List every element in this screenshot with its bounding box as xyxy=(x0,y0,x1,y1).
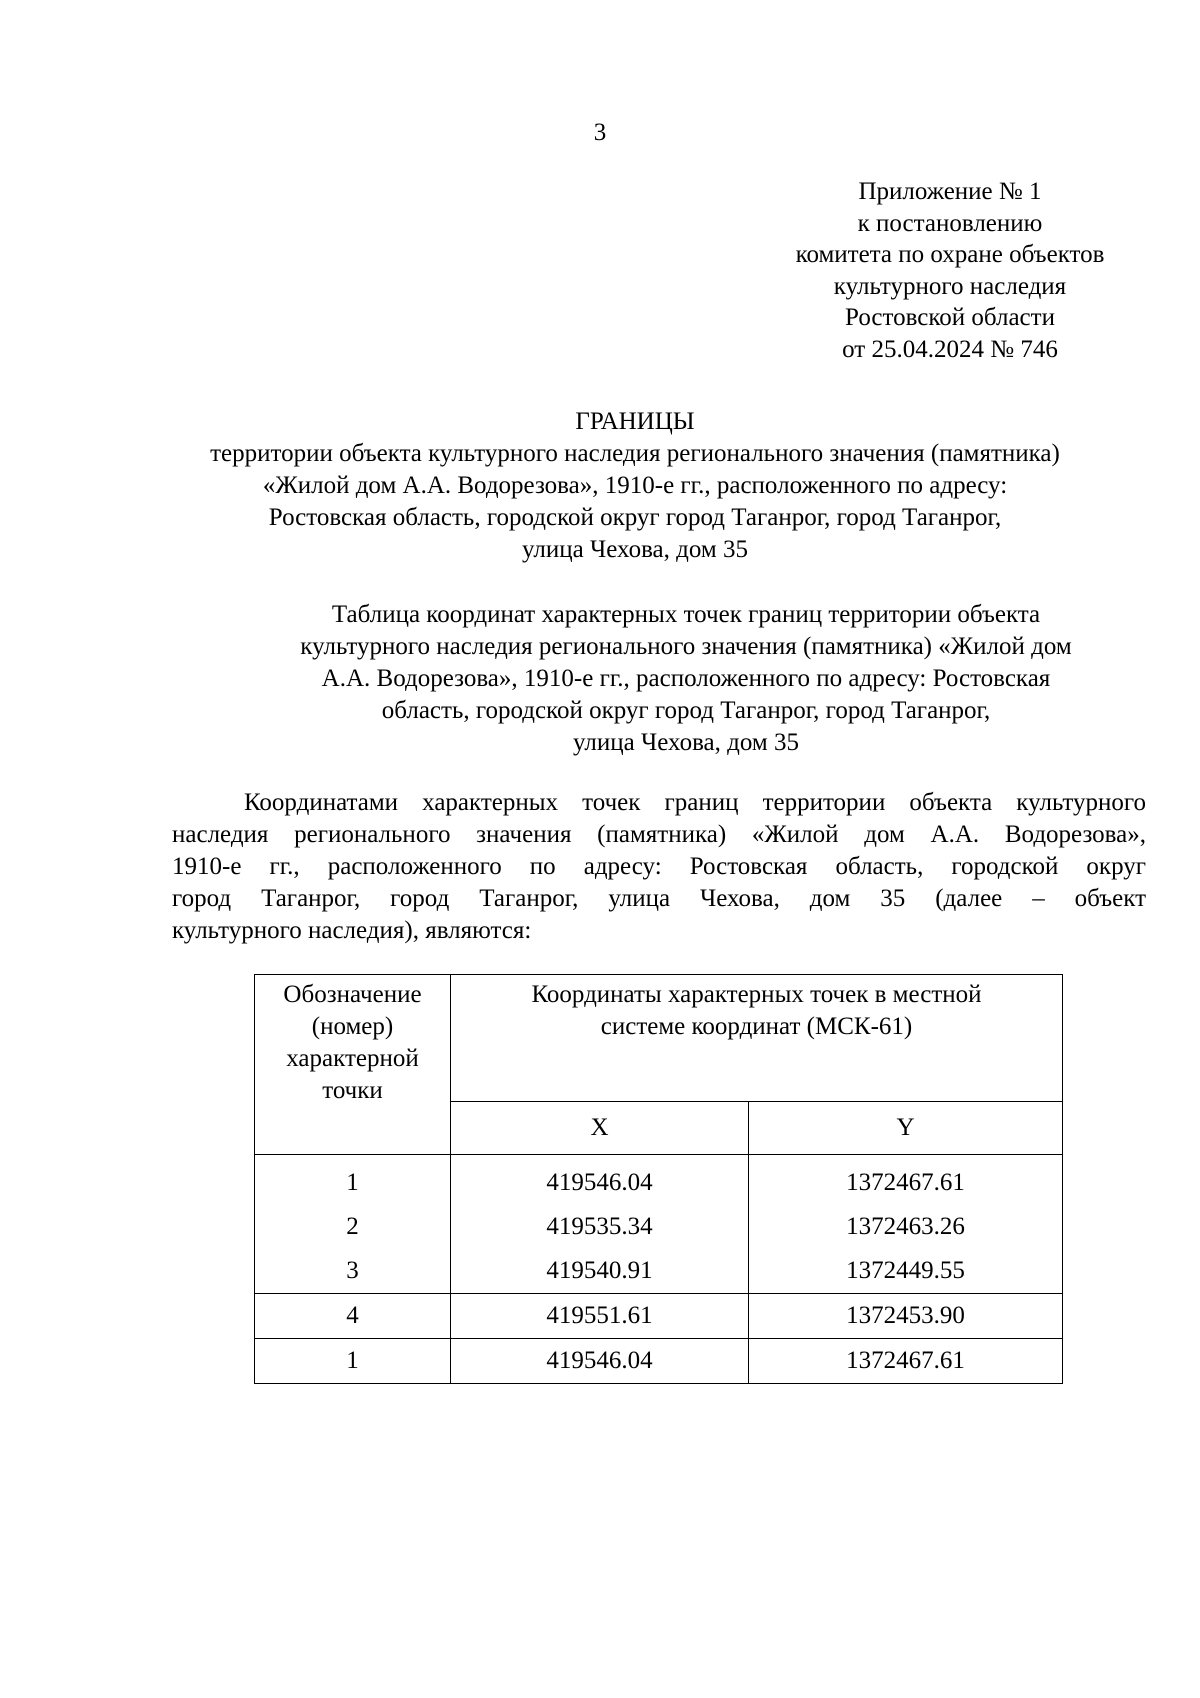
header-coords-line: Координаты характерных точек в местной xyxy=(531,981,982,1008)
coordinates-table xyxy=(254,974,1063,1384)
paragraph-line: наследия регионального значения (памятника) «Жилой дом А.А. Водорезова», xyxy=(172,821,1146,848)
appendix-line: комитета по охране объектов xyxy=(795,241,1105,268)
header-x: X xyxy=(451,1101,749,1154)
cell-y: 1372449.55 xyxy=(749,1249,1063,1294)
header-coordinates xyxy=(451,975,1063,1102)
cell-point-id: 3 xyxy=(255,1249,451,1294)
cell-x: 419551.61 xyxy=(451,1294,749,1339)
caption-line: область, городской округ город Таганрог, город Таганрог, xyxy=(381,697,991,724)
cell-point-id: 1 xyxy=(255,1155,451,1206)
cell-x: 419546.04 xyxy=(451,1155,749,1206)
appendix-line: к постановлению xyxy=(857,209,1043,237)
title-line: территории объекта культурного наследия регионального значения (памятника) xyxy=(210,440,1060,467)
header-id-line: характерной xyxy=(286,1045,419,1072)
cell-point-id: 1 xyxy=(255,1339,451,1384)
table-row xyxy=(255,1155,1063,1206)
appendix-line: Приложение № 1 xyxy=(858,178,1042,205)
title-line: Ростовская область, городской округ город Таганрог, город Таганрог, xyxy=(268,504,1002,531)
cell-x: 419535.34 xyxy=(451,1205,749,1249)
header-id-line: точки xyxy=(322,1077,383,1104)
caption-line: Таблица координат характерных точек границ территории объекта xyxy=(331,601,1041,628)
cell-point-id: 2 xyxy=(255,1205,451,1249)
cell-y: 1372467.61 xyxy=(749,1339,1063,1384)
cell-point-id: 4 xyxy=(255,1294,451,1339)
table-row xyxy=(255,1339,1063,1384)
cell-y: 1372453.90 xyxy=(749,1294,1063,1339)
appendix-line: культурного наследия xyxy=(833,272,1067,300)
header-id-line: (номер) xyxy=(311,1013,394,1040)
cell-x: 419540.91 xyxy=(451,1249,749,1294)
cell-x: 419546.04 xyxy=(451,1339,749,1384)
caption-line: культурного наследия регионального значения (памятника) «Жилой дом xyxy=(300,633,1072,660)
table-caption xyxy=(226,599,1146,759)
body-paragraph xyxy=(172,787,1146,947)
page-number: 3 xyxy=(593,119,607,146)
title-line: улица Чехова, дом 35 xyxy=(522,536,748,563)
paragraph-line: культурного наследия), являются: xyxy=(172,917,532,944)
header-y: Y xyxy=(749,1101,1063,1154)
paragraph-line: город Таганрог, город Таганрог, улица Чехова, дом 35 (далее – объект xyxy=(172,885,1146,912)
paragraph-line: Координатами характерных точек границ территории объекта культурного xyxy=(244,789,1146,816)
table-row xyxy=(255,1249,1063,1294)
appendix-header xyxy=(720,176,1180,365)
header-coords-line: системе координат (МСК-61) xyxy=(600,1013,913,1040)
title-heading: ГРАНИЦЫ xyxy=(575,408,695,435)
table-row xyxy=(255,1294,1063,1339)
appendix-line: Ростовской области xyxy=(845,304,1055,331)
cell-y: 1372463.26 xyxy=(749,1205,1063,1249)
appendix-line: от 25.04.2024 № 746 xyxy=(842,335,1058,363)
caption-line: А.А. Водорезова», 1910-е гг., расположенного по адресу: Ростовская xyxy=(321,665,1051,692)
title-line: «Жилой дом А.А. Водорезова», 1910-е гг., расположенного по адресу: xyxy=(262,472,1008,499)
paragraph-line: 1910-е гг., расположенного по адресу: Ростовская область, городской округ xyxy=(172,853,1146,880)
header-id-line: Обозначение xyxy=(283,981,422,1008)
document-title xyxy=(160,406,1110,566)
header-point-id xyxy=(255,975,451,1155)
cell-y: 1372467.61 xyxy=(749,1155,1063,1206)
caption-line: улица Чехова, дом 35 xyxy=(573,729,799,756)
table-row xyxy=(255,1205,1063,1249)
